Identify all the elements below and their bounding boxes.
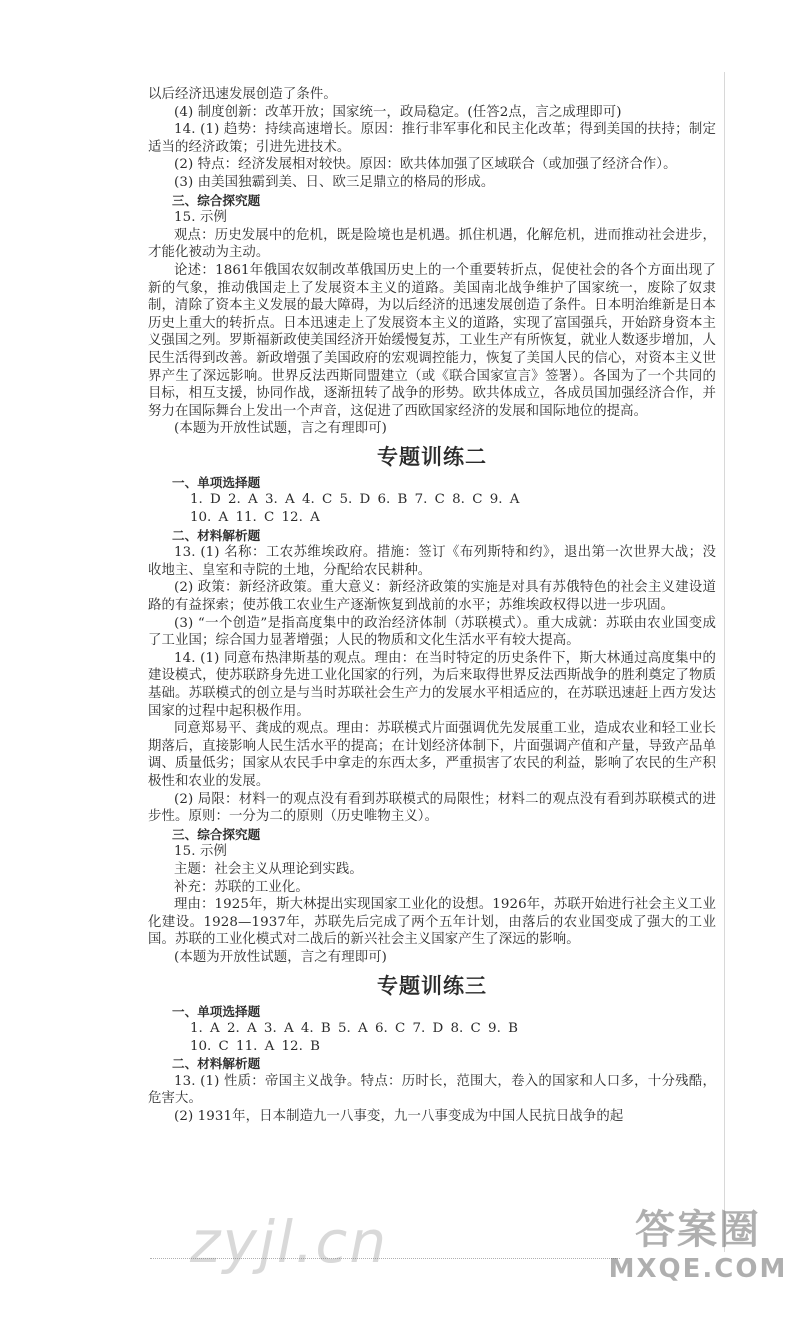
chapter-title: 专题训练三 xyxy=(377,973,487,998)
section-heading: 二、材料解析题 xyxy=(172,527,261,543)
section-heading: 二、材料解析题 xyxy=(172,1056,261,1072)
supplement-paragraph: 补充：苏联的工业化。 xyxy=(174,879,309,895)
question-number: 15. 示例 xyxy=(174,210,227,226)
paragraph: (2) 政策：新经济政策。重大意义：新经济政策的实施是对具有苏俄特色的社会主义建设道路的有益探索；使苏俄工农业生产逐渐恢复到战前的水平；苏维埃政权得以进一步巩固。 xyxy=(148,580,716,614)
section-heading: 三、综合探究题 xyxy=(172,192,261,208)
question-number: 15. 示例 xyxy=(174,844,227,860)
answer-line: 10. C 11. A 12. B xyxy=(190,1038,320,1054)
note-paragraph: (本题为开放性试题，言之有理即可) xyxy=(174,949,388,965)
paragraph: 以后经济迅速发展创造了条件。 xyxy=(148,87,337,102)
chapter-title: 专题训练二 xyxy=(377,444,487,469)
answer-line: 1. D 2. A 3. A 4. C 5. D 6. B 7. C 8. C 9. A xyxy=(190,492,520,508)
reason-paragraph: 理由：1925年，斯大林提出实现国家工业化的设想。1926年，苏联开始进行社会主义工业化建设。1928—1937年，苏联先后完成了两个五年计划，由落后的农业国变成了强大的工业国。苏联的工业化模式对二战后的新兴社会主义国家产生了深远的影响。 xyxy=(148,897,716,948)
column-divider xyxy=(724,72,725,1252)
watermark-url: MXQE.COM xyxy=(608,1254,788,1284)
paragraph: (2) 特点：经济发展相对较快。原因：欧共体加强了区域联合（或加强了经济合作）。 xyxy=(174,157,677,173)
paragraph: (3) 由美国独霸到美、日、欧三足鼎立的格局的形成。 xyxy=(174,174,495,190)
watermark-badge xyxy=(608,1206,788,1284)
topic-paragraph: 主题：社会主义从理论到实践。 xyxy=(174,861,363,877)
paragraph: 14. (1) 趋势：持续高速增长。原因：推行非军事化和民主化改革；得到美国的扶持；制定适当的经济政策；引进先进技术。 xyxy=(148,122,716,155)
paragraph: 13. (1) 性质：帝国主义战争。特点：历时长，范围大，卷入的国家和人口多，十分残酷，危害大。 xyxy=(148,1073,716,1107)
answer-column xyxy=(148,86,716,1126)
answer-line: 1. A 2. A 3. A 4. B 5. A 6. C 7. D 8. C 9. B xyxy=(190,1021,518,1037)
answer-line: 10. A 11. C 12. A xyxy=(190,510,320,526)
watermark-logo: zyjl.cn xyxy=(190,1208,389,1276)
argument-paragraph: 论述：1861年俄国农奴制改革俄国历史上的一个重要转折点，促使社会的各个方面出现了新的气象，推动俄国走上了发展资本主义的道路。美国南北战争维护了国家统一，废除了奴隶制，清除了资本主义发展的最大障碍，为以后经济的迅速发展创造了条件。日本明治维新是日本历史上重大的转折点。日本迅速走上了发展资本主义的道路，实现了富国强兵，开始跻身资本主义强国之列。罗斯福新政使美国经济开始缓慢复苏，工业生产有所恢复，就业人数逐步增加，人民生活得到改善。新政增强了美国政府的宏观调控能力，恢复了美国人民的信心，对资本主义世界产生了深远影响。世界反法西斯同盟建立（或《联合国家宣言》签署）。各国为了一个共同的目标，相互支援，协同作战，逐渐扭转了战争的形势。欧共体成立，各成员国加强经济合作，并努力在国际舞台上发出一个声音，这促进了西欧国家经济的发展和国际地位的提高。 xyxy=(148,262,716,419)
section-heading: 三、综合探究题 xyxy=(172,826,261,842)
paragraph: (2) 1931年，日本制造九一八事变，九一八事变成为中国人民抗日战争的起 xyxy=(174,1109,624,1125)
paragraph: 13. (1) 名称：工农苏维埃政府。措施：签订《布列斯特和约》，退出第一次世界大战；没收地主、皇室和寺院的土地，分配给农民耕种。 xyxy=(148,545,716,578)
note-paragraph: (本题为开放性试题，言之有理即可) xyxy=(174,421,388,437)
viewpoint-paragraph: 观点：历史发展中的危机，既是险境也是机遇。抓住机遇，化解危机，进而推动社会进步，才能化被动为主动。 xyxy=(148,227,716,261)
section-heading: 一、单项选择题 xyxy=(172,1003,261,1019)
paragraph: 同意郑易平、龚成的观点。理由：苏联模式片面强调优先发展重工业，造成农业和轻工业长期落后，直接影响人民生活水平的提高；在计划经济体制下，片面强调产值和产量，导致产品单调、质量低劣；国家从农民手中拿走的东西太多，严重损害了农民的利益，影响了农民的生产积极性和农业的发展。 xyxy=(148,721,716,789)
section-heading: 一、单项选择题 xyxy=(172,474,261,490)
watermark-title: 答案圈 xyxy=(635,1207,761,1253)
paragraph: 14. (1) 同意布热津斯基的观点。理由：在当时特定的历史条件下，斯大林通过高度集中的建设模式，使苏联跻身先进工业化国家的行列，为后来取得世界反法西斯战争的胜利奠定了物质基础。苏联模式的创立是与当时苏联社会生产力的发展水平相适应的，在苏联迅速赶上西方发达国家的过程中起积极作用。 xyxy=(148,650,716,719)
paragraph: (3) “一个创造”是指高度集中的政治经济体制（苏联模式）。重大成就：苏联由农业国变成了工业国；综合国力显著增强；人民的物质和文化生活水平有较大提高。 xyxy=(148,615,716,649)
paragraph: (4) 制度创新：改革开放；国家统一，政局稳定。(任答2点，言之成理即可) xyxy=(174,104,622,120)
paragraph: (2) 局限：材料一的观点没有看到苏联模式的局限性；材料二的观点没有看到苏联模式的进步性。原则：一分为二的原则（历史唯物主义）。 xyxy=(148,791,716,825)
